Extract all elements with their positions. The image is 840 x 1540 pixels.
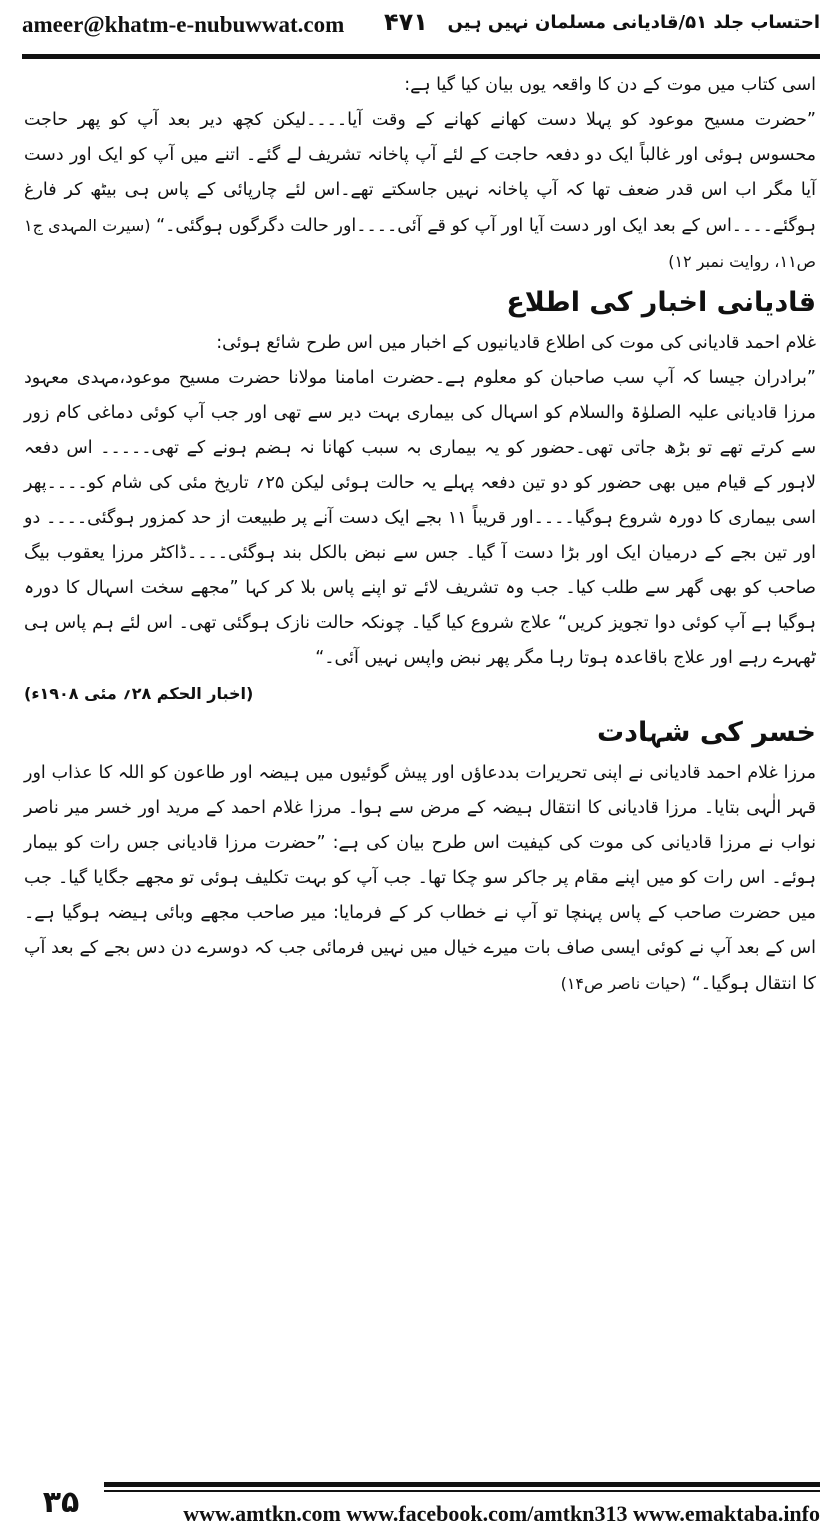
- footer-links: www.amtkn.com www.facebook.com/amtkn313 www.emaktaba.info: [183, 1501, 820, 1526]
- intro-paragraph: اسی کتاب میں موت کے دن کا واقعہ یوں بیان کیا گیا ہے:: [404, 75, 816, 95]
- testimony-text: مرزا غلام احمد قادیانی نے اپنی تحریرات بددعاؤں اور پیش گوئیوں میں ہیضہ اور طاعون کو اللہ کا عذاب اور قہر الٰہی بتایا۔ مرزا قادیانی کا انتقال ہیضہ کے مرض سے ہوا۔ مرزا غلام احمد کے مرید اور خسر میر ناصر نواب نے مرزا قادیانی کی موت کی کیفیت اس طرح بیان کی ہے: ”حضرت مرزا قادیانی جس رات کو بیمار ہوئے۔ اس رات کو میں اپنے مقام پر جاکر سو چکا تھا۔ جب آپ کو بہت تکلیف ہوئی تو مجھے جگایا گیا۔ جب میں حضرت صاحب کے پاس پہنچا تو آپ نے خطاب کر کے فرمایا: میر صاحب مجھے وبائی ہیضہ ہوگیا ہے۔ اس کے بعد آپ نے کوئی ایسی صاف بات میرے خیال میں نہیں فرمائی جب کہ دوسرے دن دس بجے کے بعد آپ کا انتقال ہوگیا۔“: [24, 763, 816, 994]
- quote-reference-1: (سیرت المہدی ج۱ ص۱۱، روایت نمبر ۱۲): [24, 216, 816, 271]
- page-header: [22, 8, 820, 48]
- paragraph-testimony: [24, 756, 816, 1002]
- section-heading-1: قادیانی اخبار کی اطلاع: [506, 287, 816, 318]
- section-heading-2: خسر کی شہادت: [596, 717, 816, 748]
- paragraph-news-intro: غلام احمد قادیانی کی موت کی اطلاع قادیانیوں کے اخبار میں اس طرح شائع ہوئی:: [216, 333, 816, 353]
- quote-paragraph-2: ”برادران جیسا کہ آپ سب صاحبان کو معلوم ہے۔حضرت امامنا مولانا حضرت مسیح موعود،مہدی معہود مرزا قادیانی علیہ الصلوٰۃ والسلام کو اسہال کی بیماری بہت دیر سے تھی اور جب آپ کوئی دماغی کام زور سے کرتے تھے تو بڑھ جاتی تھی۔حضور کو یہ بیماری بہ سبب کھانا نہ ہضم ہونے کے تھی۔۔۔۔۔ اس دفعہ لاہور کے قیام میں بھی حضور کو دو تین دفعہ پہلے یہ حالت ہوئی لیکن ۲۵؍ تاریخ مئی کی شام کو۔۔۔۔پھر اسی بیماری کا دورہ شروع ہوگیا۔۔۔۔اور قریباً ۱۱ بجے ایک دست آنے پر طبیعت از حد کمزور ہوگئی۔۔۔۔ دو اور تین بجے کے درمیان ایک اور بڑا دست آ گیا۔ جس سے نبض بالکل بند ہوگئی۔۔۔۔ڈاکٹر مرزا یعقوب بیگ صاحب کو بھی گھر سے طلب کیا۔ جب وہ تشریف لائے تو اپنے پاس بلا کر کہا ”مجھے سخت اسہال کا دورہ ہوگیا ہے آپ کوئی دوا تجویز کریں“ علاج شروع کیا گیا۔ چونکہ حالت نازک ہوگئی تھی۔ اس لئے ہم پاس ہی ٹھہرے رہے اور علاج باقاعدہ ہوتا رہا مگر پھر نبض واپس نہیں آئی۔“: [24, 368, 817, 668]
- quote-text-1: ”حضرت مسیح موعود کو پہلا دست کھانے کھانے کے وقت آیا۔۔۔۔لیکن کچھ دیر بعد آپ کو پھر حاجت محسوس ہوئی اور غالباً ایک دو دفعہ حاجت کے لئے آپ پاخانہ تشریف لے گئے۔ اتنے میں آپ کو ایک اور دست آیا مگر اب اس قدر ضعف تھا کہ آپ پاخانہ نہیں جاسکتے تھے۔اس لئے چارپائی کے پاس ہی بیٹھ کر فارغ ہوگئے۔۔۔۔اس کے بعد ایک اور دست آیا اور آپ کو قے آئی۔۔۔۔اور حالت دگرگوں ہوگئی۔“: [24, 110, 816, 236]
- quote-reference-2: (اخبار الحکم ۲۸؍ مئی ۱۹۰۸ء): [24, 684, 254, 703]
- page-content: [24, 68, 816, 1464]
- quote-reference-2-line: [24, 676, 816, 710]
- footer-page-number: ۳۵: [42, 1485, 80, 1520]
- header-page-number: ۴۷۱: [384, 8, 428, 36]
- footer-divider-thin: [104, 1490, 820, 1492]
- header-email: ameer@khatm-e-nubuwwat.com: [22, 12, 345, 37]
- quote-reference-3: (حیات ناصر ص۱۴): [560, 974, 687, 993]
- header-book-title: احتساب جلد ۵۱/قادیانی مسلمان نہیں ہیں: [447, 12, 820, 33]
- header-divider: [22, 54, 820, 59]
- quote-paragraph-1: [24, 103, 816, 280]
- footer-divider: [104, 1482, 820, 1487]
